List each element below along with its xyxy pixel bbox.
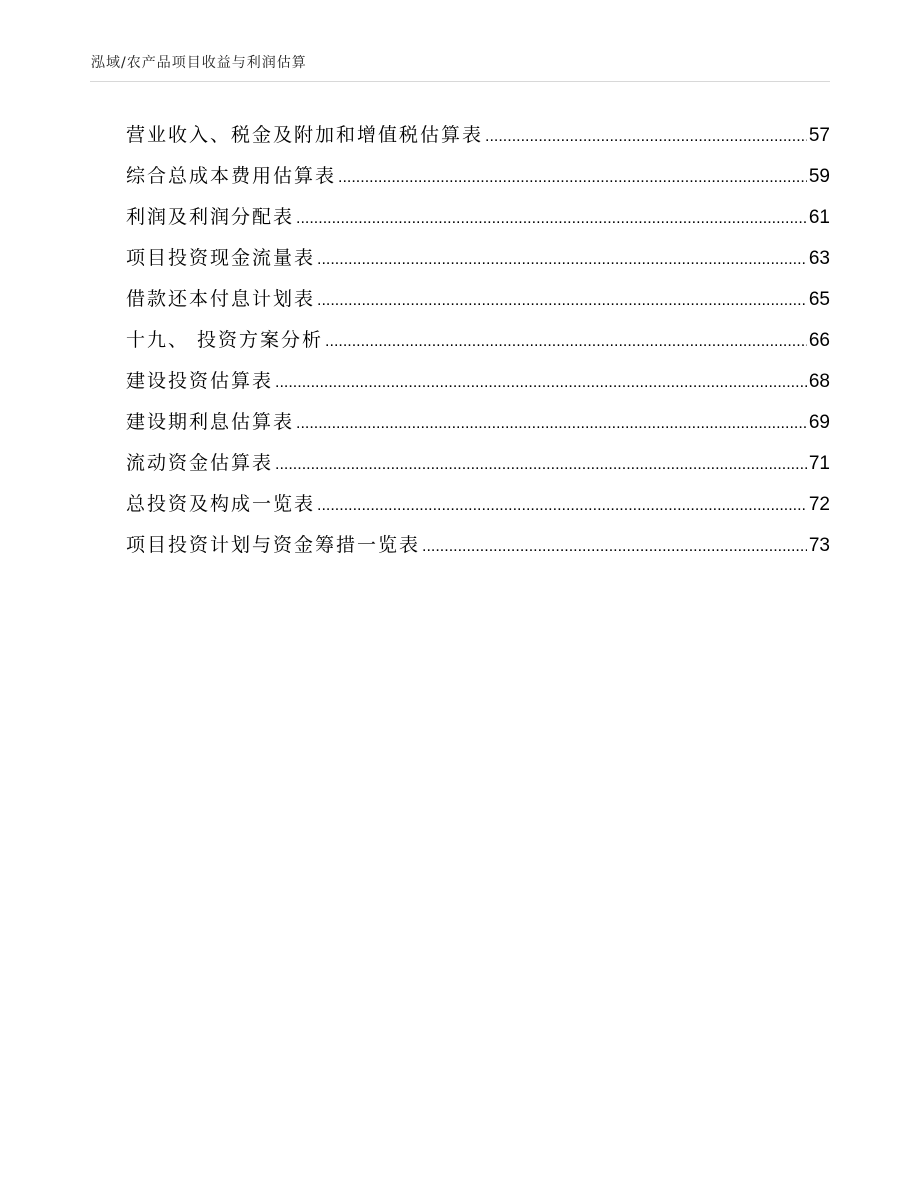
toc-entry[interactable] <box>126 322 830 363</box>
toc-dot-leader <box>317 488 807 524</box>
toc-page-number: 61 <box>808 207 830 228</box>
toc-page-number: 63 <box>808 248 830 269</box>
toc-dot-leader <box>485 119 807 155</box>
toc-dot-leader <box>422 529 807 565</box>
toc-entry-title: 借款还本付息计划表 <box>126 288 316 310</box>
toc-entry-title: 建设投资估算表 <box>126 370 274 392</box>
toc-entry-title: 项目投资计划与资金筹措一览表 <box>126 534 421 556</box>
toc-entry-title: 营业收入、税金及附加和增值税估算表 <box>126 124 484 146</box>
toc-page-number: 59 <box>808 166 830 187</box>
toc-page-number: 73 <box>808 535 830 556</box>
toc-entry[interactable] <box>126 117 830 158</box>
toc-page-number: 66 <box>808 330 830 351</box>
toc-page-number: 68 <box>808 371 830 392</box>
toc-entry-title: 十九、 投资方案分析 <box>126 329 324 351</box>
toc-entry-title: 流动资金估算表 <box>126 452 274 474</box>
toc-entry[interactable] <box>126 527 830 568</box>
toc-dot-leader <box>296 406 807 442</box>
toc-page-number: 57 <box>808 125 830 146</box>
toc-entry-title: 利润及利润分配表 <box>126 206 295 228</box>
table-of-contents <box>126 117 830 568</box>
toc-page-number: 69 <box>808 412 830 433</box>
toc-dot-leader <box>275 365 807 401</box>
toc-dot-leader <box>317 242 807 278</box>
running-header: 泓域/农产品项目收益与利润估算 <box>91 55 307 71</box>
toc-entry[interactable] <box>126 199 830 240</box>
toc-entry[interactable] <box>126 158 830 199</box>
toc-entry-title: 总投资及构成一览表 <box>126 493 316 515</box>
toc-dot-leader <box>275 447 807 483</box>
toc-entry[interactable] <box>126 445 830 486</box>
toc-entry[interactable] <box>126 404 830 445</box>
toc-entry[interactable] <box>126 281 830 322</box>
toc-entry-title: 综合总成本费用估算表 <box>126 165 337 187</box>
toc-entry[interactable] <box>126 363 830 404</box>
toc-dot-leader <box>296 201 807 237</box>
toc-entry-title: 建设期利息估算表 <box>126 411 295 433</box>
toc-entry[interactable] <box>126 240 830 281</box>
toc-page-number: 72 <box>808 494 830 515</box>
toc-dot-leader <box>338 160 807 196</box>
toc-dot-leader <box>325 324 807 360</box>
toc-entry[interactable] <box>126 486 830 527</box>
toc-entry-title: 项目投资现金流量表 <box>126 247 316 269</box>
header-divider <box>90 81 830 82</box>
toc-page-number: 65 <box>808 289 830 310</box>
toc-dot-leader <box>317 283 807 319</box>
toc-page-number: 71 <box>808 453 830 474</box>
